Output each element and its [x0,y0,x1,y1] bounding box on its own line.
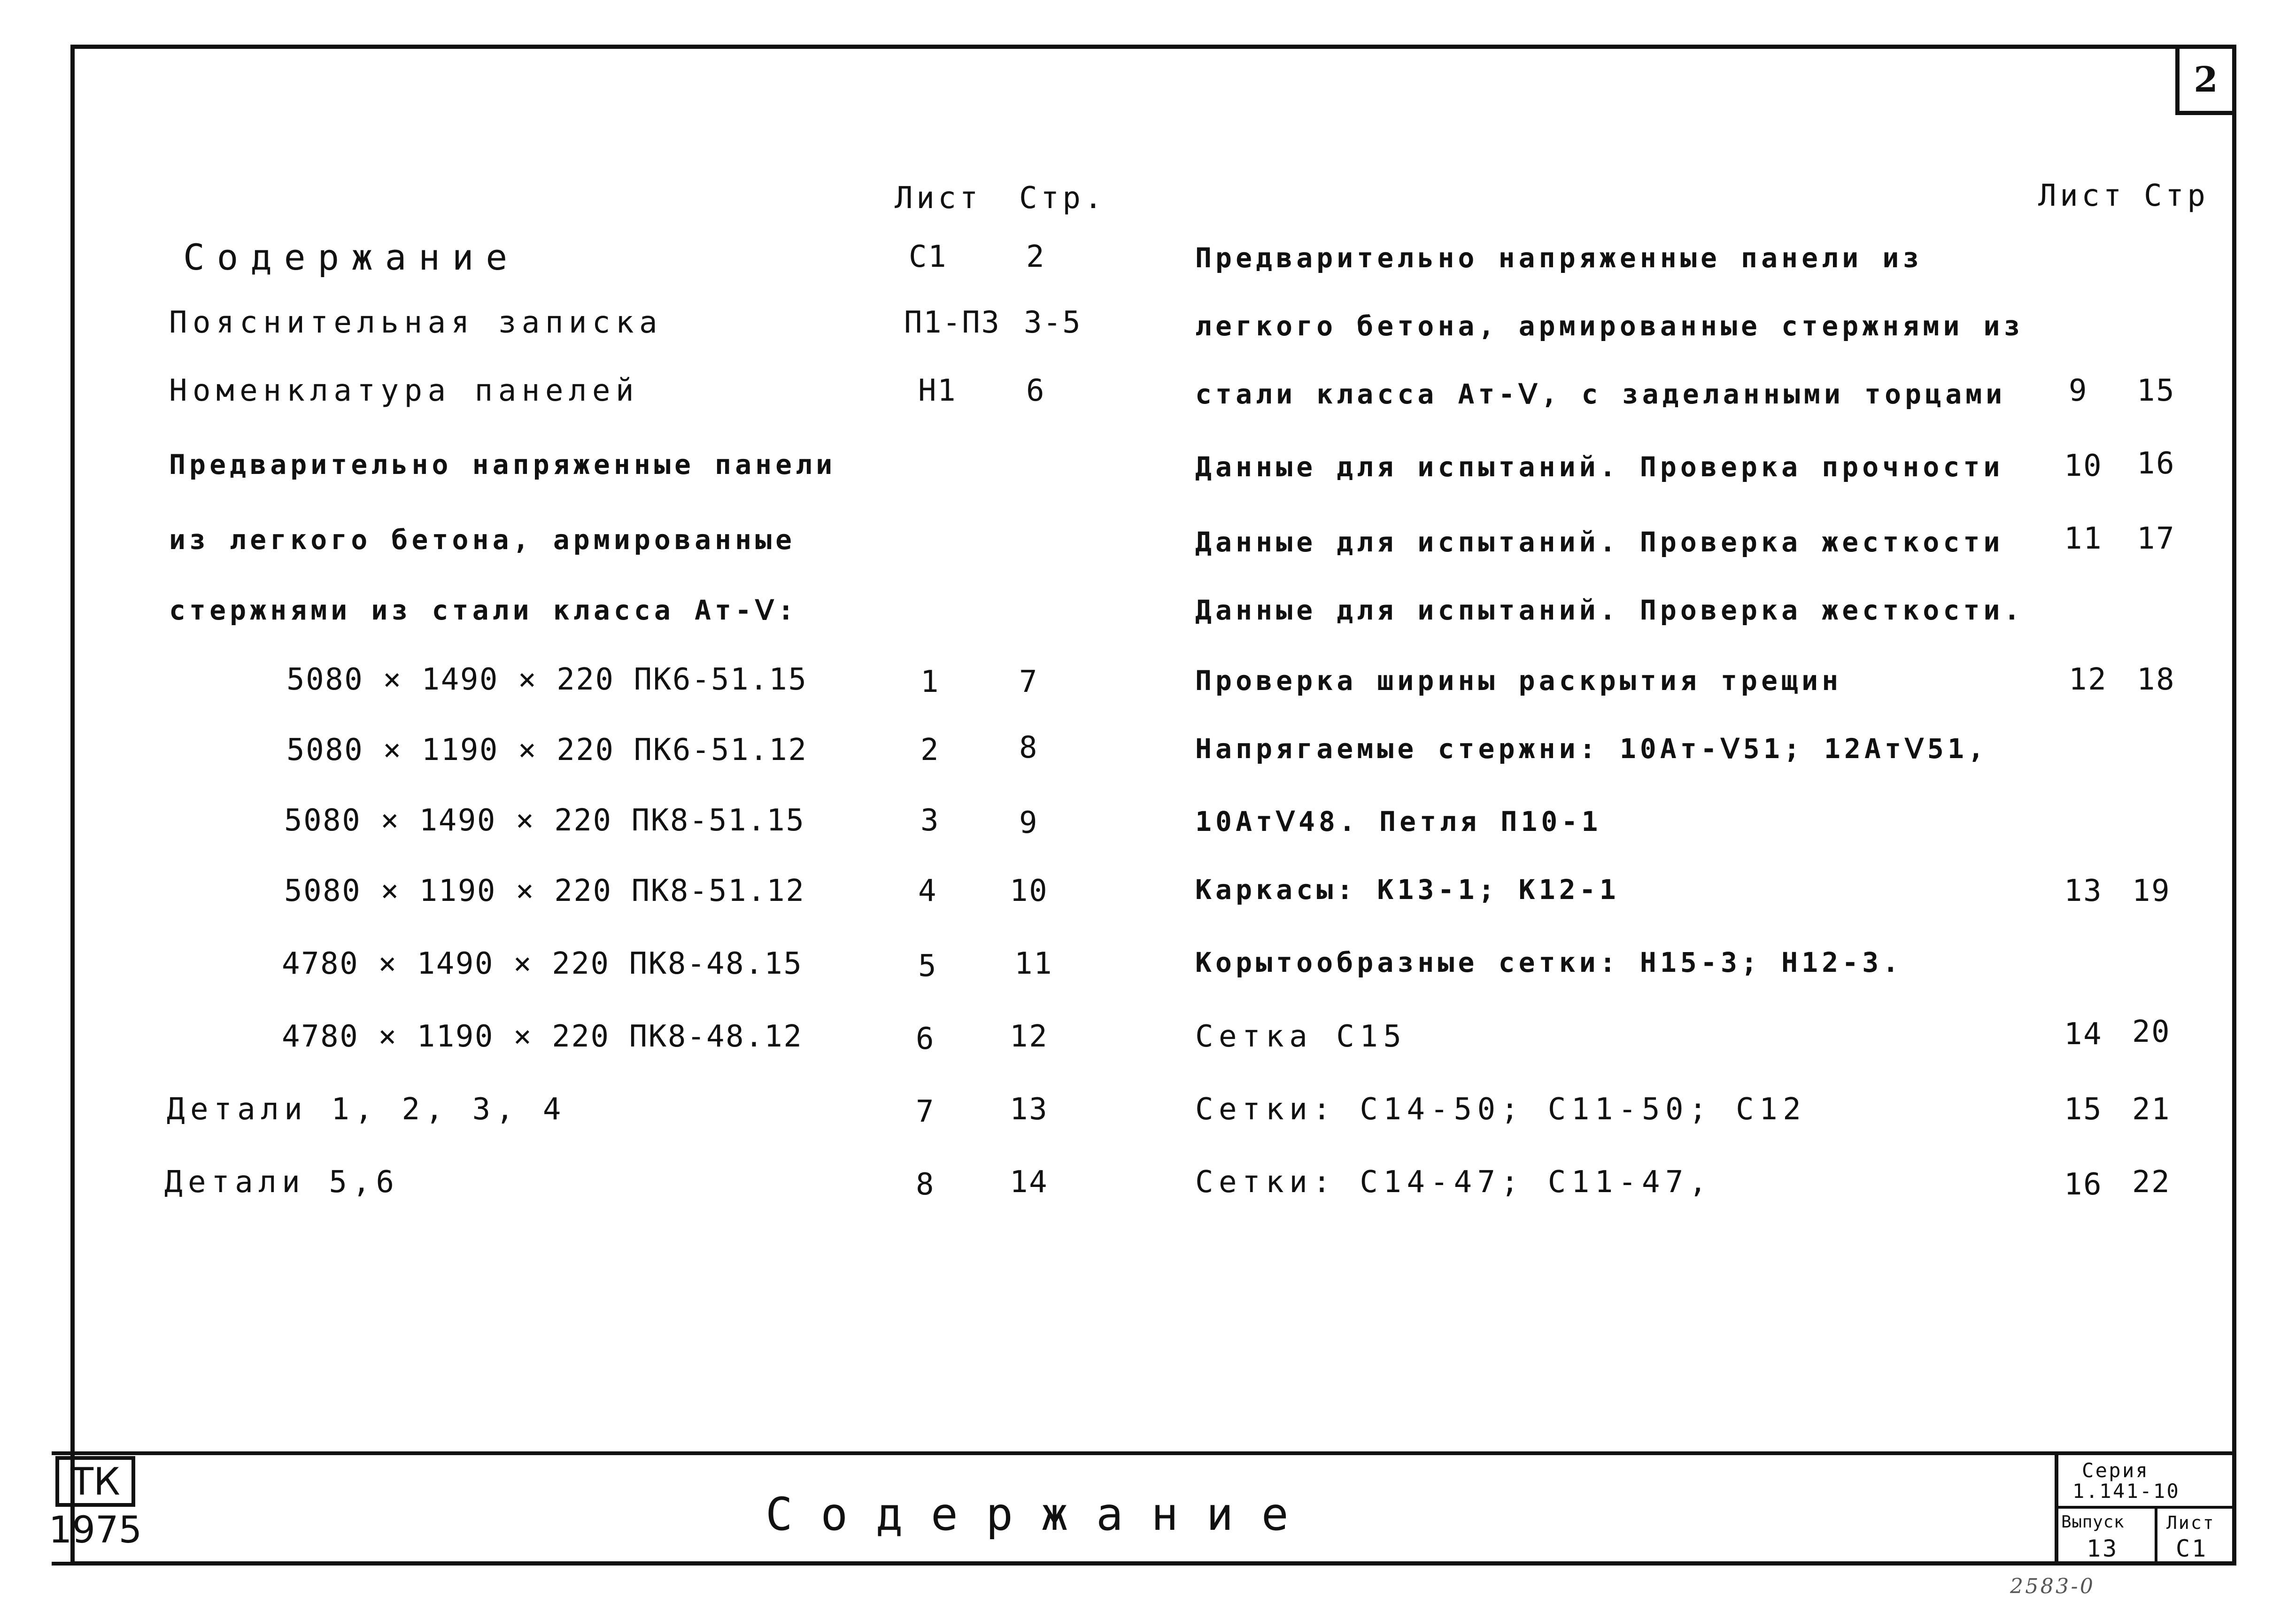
left-row-list: С1 [909,240,948,274]
right-row-text: 10АтⅤ48. Петля П10-1 [1195,806,1602,837]
right-row-text: Данные для испытаний. Проверка прочности [1195,451,2004,483]
title-block-bottom [52,1562,2236,1566]
right-row-text: Корытообразные сетки: Н15-3; Н12-3. [1195,946,1903,978]
left-row-text: Номенклатура панелей [169,373,640,408]
series-value: 1.141-10 [2072,1480,2180,1503]
left-row-list: 8 [916,1167,935,1202]
left-row-list: 7 [916,1094,935,1129]
right-row-page: 15 [2137,373,2176,408]
left-row-page: 12 [1010,1019,1049,1054]
left-header-list: Лист [895,181,982,216]
right-row-text: легкого бетона, армированные стержнями из [1195,310,2024,342]
left-row-page: 11 [1014,946,1053,981]
issue-value: 13 [2087,1535,2119,1562]
left-row-text: 5080 × 1190 × 220 ПК8-51.12 [284,874,805,908]
right-row-list: 14 [2064,1017,2103,1052]
left-row-page: 14 [1010,1165,1049,1200]
right-row-text: Данные для испытаний. Проверка жесткости. [1195,594,2024,626]
right-row-list: 12 [2069,662,2108,697]
right-row-list: 11 [2064,521,2103,556]
left-header-page: Стр. [1019,181,1106,216]
right-row-page: 19 [2132,874,2171,908]
right-row-text: Напрягаемые стержни: 10Ат-Ⅴ51; 12АтⅤ51, [1195,733,1988,765]
left-row-page: 3-5 [1024,305,1082,340]
stamp-year: 1975 [48,1509,142,1551]
left-row-page: 2 [1026,240,1046,274]
stamp-tk: ТК [55,1456,135,1507]
right-row-page: 22 [2132,1165,2171,1200]
left-row-text: 5080 × 1490 × 220 ПК6-51.15 [286,662,808,697]
left-row-text: стержнями из стали класса Ат-Ⅴ: [169,594,798,626]
left-row-text: Пояснительная записка [169,305,663,340]
left-row-page: 13 [1010,1092,1049,1127]
left-row-text: из легкого бетона, армированные [169,524,796,556]
left-row-list: 6 [916,1022,935,1056]
sheet-label: Лист [2166,1512,2215,1533]
left-row-page: 8 [1019,730,1039,765]
left-row-page: 6 [1026,373,1046,408]
right-row-text: Сетка С15 [1195,1019,1407,1054]
tk-stamp [48,1456,142,1557]
left-row-list: 2 [920,733,940,767]
left-row-text: Детали 1, 2, 3, 4 [167,1092,566,1127]
right-header-page: Стр [2144,178,2209,213]
title-block-title: Содержание [765,1488,1317,1541]
right-row-list: 15 [2064,1092,2103,1127]
left-row-text: Детали 5,6 [164,1165,400,1200]
right-row-text: Каркасы: К13-1; К12-1 [1195,874,1620,906]
left-row-list: 3 [920,803,940,838]
right-row-text: Проверка ширины раскрытия трещин [1195,665,1842,697]
archive-number: 2583-0 [2010,1574,2095,1598]
right-row-text: Сетки: С14-50; С11-50; С12 [1195,1092,1807,1127]
left-row-list: 5 [918,949,938,984]
right-row-page: 16 [2137,446,2176,481]
info-divider-vertical [2155,1506,2157,1566]
right-row-list: 13 [2064,874,2103,908]
left-row-page: 7 [1019,665,1039,699]
info-box [2055,1451,2236,1566]
right-row-text: Сетки: С14-47; С11-47, [1195,1165,1713,1200]
left-row-list: 4 [918,874,938,908]
left-row-text: 4780 × 1190 × 220 ПК8-48.12 [282,1019,803,1054]
page-number: 2 [2175,45,2236,115]
left-row-page: 9 [1019,806,1039,840]
right-row-page: 20 [2132,1015,2171,1049]
left-row-text: Предварительно напряженные панели [169,449,836,481]
left-row-text: Содержание [183,236,519,278]
left-row-list: Н1 [918,373,957,408]
title-block-border [52,1451,2236,1455]
left-row-text: 5080 × 1190 × 220 ПК6-51.12 [286,733,808,767]
right-row-list: 10 [2064,449,2103,483]
right-row-text: стали класса Ат-Ⅴ, с заделанными торцами [1195,378,2006,410]
right-row-text: Предварительно напряженные панели из [1195,242,1923,274]
right-header-list: Лист [2038,178,2125,213]
left-row-list: 1 [920,665,940,699]
left-row-page: 10 [1010,874,1049,908]
right-row-page: 21 [2132,1092,2171,1127]
issue-label: Выпуск [2061,1512,2125,1532]
left-row-text: 4780 × 1490 × 220 ПК8-48.15 [282,946,803,981]
left-row-list: П1-П3 [904,305,1001,340]
info-divider [2058,1506,2233,1509]
right-row-text: Данные для испытаний. Проверка жесткости [1195,526,2004,558]
right-row-list: 16 [2064,1167,2103,1202]
sheet-value: С1 [2176,1535,2208,1562]
right-row-page: 17 [2137,521,2176,556]
left-row-text: 5080 × 1490 × 220 ПК8-51.15 [284,803,805,838]
right-row-list: 9 [2069,373,2088,408]
right-row-page: 18 [2137,662,2176,697]
series-label: Серия [2082,1459,2149,1482]
